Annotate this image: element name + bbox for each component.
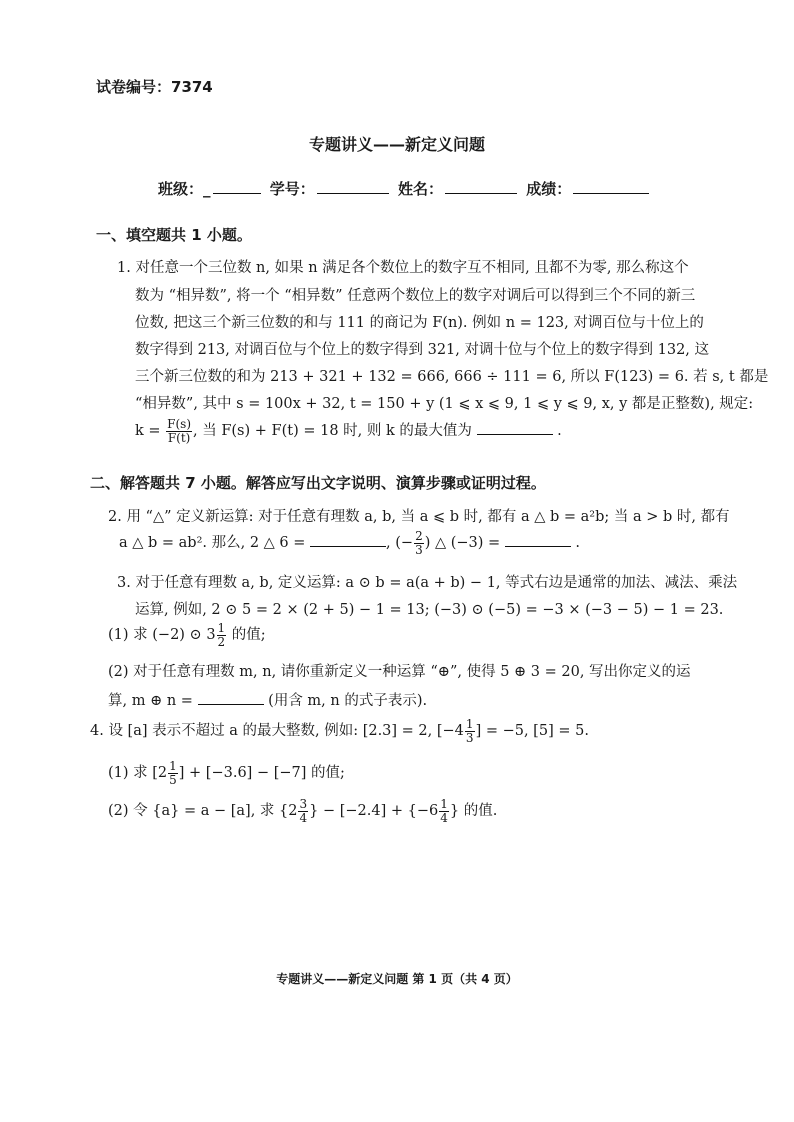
q4-p2-middle: } − [−2.4] + {−6 xyxy=(309,803,439,820)
q1-k-label: k = xyxy=(135,423,161,440)
q3-p1-tail: 的值; xyxy=(231,627,266,644)
q3-line-2: 运算, 例如, 2 ⊙ 5 = 2 × (2 + 5) − 1 = 13; (−3) ⊙ (−5) = −3 × (−3 − 5) − 1 = 23. xyxy=(135,602,724,618)
page-title: 专题讲义——新定义问题 xyxy=(308,135,485,154)
q2-expr-1: a △ b = ab². 那么, 2 △ 6 = xyxy=(119,535,306,552)
q1-condition: , 当 F(s) + F(t) = 18 时, 则 k 的最大值为 xyxy=(193,423,472,440)
q2-fraction-denominator: 3 xyxy=(415,542,423,557)
q3-p2-tail: (用含 m, n 的式子表示). xyxy=(268,693,428,709)
student-id-blank[interactable] xyxy=(317,179,389,194)
q4-l1-fraction xyxy=(465,718,475,744)
q4-p2-fraction-2 xyxy=(439,798,449,824)
q4-part-2 xyxy=(108,798,497,824)
q4-l1-expr: 4. 设 [a] 表示不超过 a 的最大整数, 例如: [2.3] = 2, [−4 xyxy=(90,723,464,740)
student-id-label: 学号： xyxy=(269,180,315,198)
q4-p2-fraction-1-denominator: 4 xyxy=(299,810,308,825)
q4-l1-tail: ] = −5, [5] = 5. xyxy=(475,723,589,740)
q2-expr-2: , (− xyxy=(386,535,414,552)
q2-end: . xyxy=(575,535,581,552)
score-blank[interactable] xyxy=(573,179,649,194)
exam-number: 试卷编号：7374 xyxy=(96,78,213,96)
q3-p2-expr: 算, m ⊕ n = xyxy=(108,693,193,709)
q1-answer-blank[interactable] xyxy=(477,422,553,435)
q4-p1-fraction-denominator: 5 xyxy=(169,772,177,787)
q4-l1-fraction-numerator: 1 xyxy=(465,717,474,731)
q3-p1-expr: (1) 求 (−2) ⊙ 3 xyxy=(108,627,216,644)
q2-fraction xyxy=(414,530,424,556)
q4-part-1 xyxy=(108,760,345,786)
q2-line-1: 2. 用 “△” 定义新运算: 对于任意有理数 a, b, 当 a ⩽ b 时, 都有 a △ b = a²b; 当 a > b 时, 都有 xyxy=(108,509,730,525)
q3-line-1: 3. 对于任意有理数 a, b, 定义运算: a ⊙ b = a(a + b) − 1, 等式右边是通常的加法、减法、乘法 xyxy=(117,575,738,591)
q4-p2-fraction-2-denominator: 4 xyxy=(440,810,448,825)
q1-line-1: 1. 对任意一个三位数 n, 如果 n 满足各个数位上的数字互不相同, 且都不为零, 那么称这个 xyxy=(117,260,689,276)
q3-p1-fraction xyxy=(217,622,227,648)
q3-part-2-line-1: (2) 对于任意有理数 m, n, 请你重新定义一种运算 “⊕”, 使得 5 ⊕ 3 = 20, 写出你定义的运 xyxy=(108,664,691,680)
q3-part-2-line-2 xyxy=(108,692,427,709)
q2-answer-blank-2[interactable] xyxy=(505,534,571,547)
q4-p1-fraction xyxy=(168,760,178,786)
q1-fraction xyxy=(166,418,192,444)
q4-p2-fraction-1-numerator: 3 xyxy=(299,797,308,811)
name-blank[interactable] xyxy=(445,179,517,194)
page-footer: 专题讲义——新定义问题 第 1 页（共 4 页） xyxy=(276,972,518,986)
q4-p2-fraction-1 xyxy=(298,798,308,824)
q1-line-4: 数字得到 213, 对调百位与个位上的数字得到 321, 对调十位与个位上的数字得到 132, 这 xyxy=(135,342,710,358)
q4-p2-fraction-2-numerator: 1 xyxy=(440,797,448,811)
student-info-row xyxy=(158,178,653,199)
q1-line-6: “相异数”, 其中 s = 100x + 32, t = 150 + y (1 ⩽ x ⩽ 9, 1 ⩽ y ⩽ 9, x, y 都是正整数), 规定: xyxy=(135,396,754,412)
q3-p1-fraction-denominator: 2 xyxy=(217,634,226,649)
q1-line-2: 数为 “相异数”, 将一个 “相异数” 任意两个数位上的数字对调后可以得到三个不同的新三 xyxy=(135,288,696,304)
q1-line-3: 位数, 把这三个新三位数的和与 111 的商记为 F(n). 例如 n = 123, 对调百位与十位上的 xyxy=(135,315,704,331)
q3-answer-blank[interactable] xyxy=(198,692,264,705)
q3-part-1 xyxy=(108,622,266,648)
q2-expr-3: ) △ (−3) = xyxy=(424,535,501,552)
q1-fraction-denominator: F(t) xyxy=(167,430,191,445)
section1-heading: 一、填空题共 1 小题。 xyxy=(96,226,252,244)
section2-heading: 二、解答题共 7 小题。解答应写出文字说明、演算步骤或证明过程。 xyxy=(90,474,546,492)
q4-p1-tail: ] + [−3.6] − [−7] 的值; xyxy=(178,765,345,782)
q3-p1-fraction-numerator: 1 xyxy=(217,621,226,635)
class-blank[interactable] xyxy=(213,179,261,194)
name-label: 姓名： xyxy=(398,180,444,198)
q4-p2-tail: } 的值. xyxy=(449,803,498,820)
q1-line-7 xyxy=(135,418,562,444)
q1-fraction-numerator: F(s) xyxy=(167,417,192,431)
class-label: 班级：_ xyxy=(158,180,211,198)
q2-line-2 xyxy=(119,530,580,556)
score-label: 成绩： xyxy=(526,180,572,198)
q4-p2-expr: (2) 令 {a} = a − [a], 求 {2 xyxy=(108,803,298,820)
q2-fraction-numerator: 2 xyxy=(415,529,423,543)
q1-end: . xyxy=(557,423,562,440)
q4-l1-fraction-denominator: 3 xyxy=(465,730,474,745)
q2-answer-blank-1[interactable] xyxy=(310,534,386,547)
q4-p1-fraction-numerator: 1 xyxy=(169,759,177,773)
q1-line-5: 三个新三位数的和为 213 + 321 + 132 = 666, 666 ÷ 111 = 6, 所以 F(123) = 6. 若 s, t 都是 xyxy=(135,369,769,385)
q4-line-1 xyxy=(90,718,589,744)
q4-p1-expr: (1) 求 [2 xyxy=(108,765,168,782)
